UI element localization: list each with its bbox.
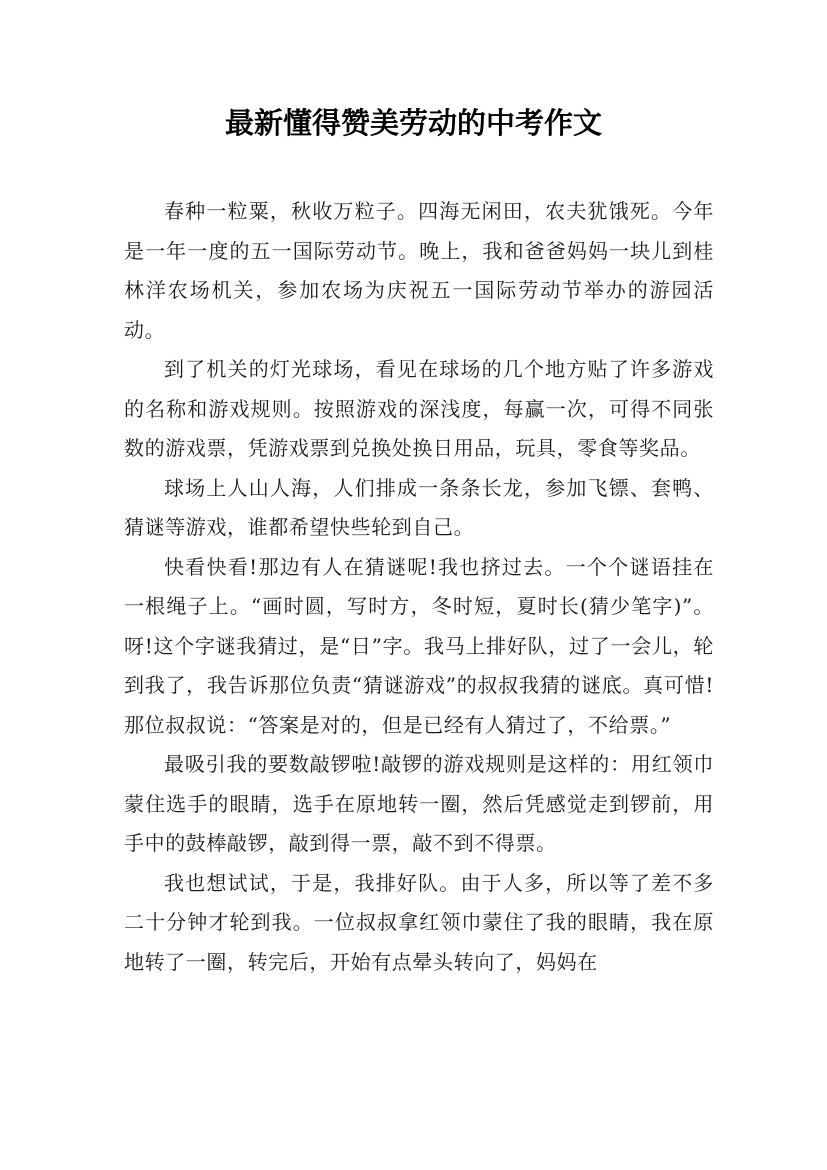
paragraph-2: 到了机关的灯光球场，看见在球场的几个地方贴了许多游戏的名称和游戏规则。按照游戏的深浅度，每赢一次，可得不同张数的游戏票，凭游戏票到兑换处换日用品，玩具，零食等奖品。 xyxy=(124,357,714,460)
document-title: 最新懂得赞美劳动的中考作文 xyxy=(224,106,602,140)
paragraph-4: 快看快看!那边有人在猜谜呢!我也挤过去。一个个谜语挂在一根绳子上。“画时圆，写时方，冬时短，夏时长(猜少笔字)”。呀!这个字谜我猜过，是“日”字。我马上排好队，过了一会儿，轮到我了，我告诉那位负责“猜谜游戏”的叔叔我猜的谜底。真可惜!那位叔叔说：“答案是对的，但是已经有人猜过了，不给票。” xyxy=(124,554,714,737)
paragraph-5: 最吸引我的要数敲锣啦!敲锣的游戏规则是这样的：用红领巾蒙住选手的眼睛，选手在原地转一圈，然后凭感觉走到锣前，用手中的鼓棒敲锣，敲到得一票，敲不到不得票。 xyxy=(124,752,714,855)
paragraph-1: 春种一粒粟，秋收万粒子。四海无闲田，农夫犹饿死。今年是一年一度的五一国际劳动节。晚上，我和爸爸妈妈一块儿到桂林洋农场机关，参加农场为庆祝五一国际劳动节举办的游园活动。 xyxy=(124,199,714,342)
document-body xyxy=(124,192,714,982)
paragraph-6: 我也想试试，于是，我排好队。由于人多，所以等了差不多二十分钟才轮到我。一位叔叔拿红领巾蒙住了我的眼睛，我在原地转了一圈，转完后，开始有点晕头转向了，妈妈在 xyxy=(124,870,714,974)
paragraph-3: 球场上人山人海，人们排成一条条长龙，参加飞镖、套鸭、猜谜等游戏，谁都希望快些轮到自己。 xyxy=(124,475,714,539)
